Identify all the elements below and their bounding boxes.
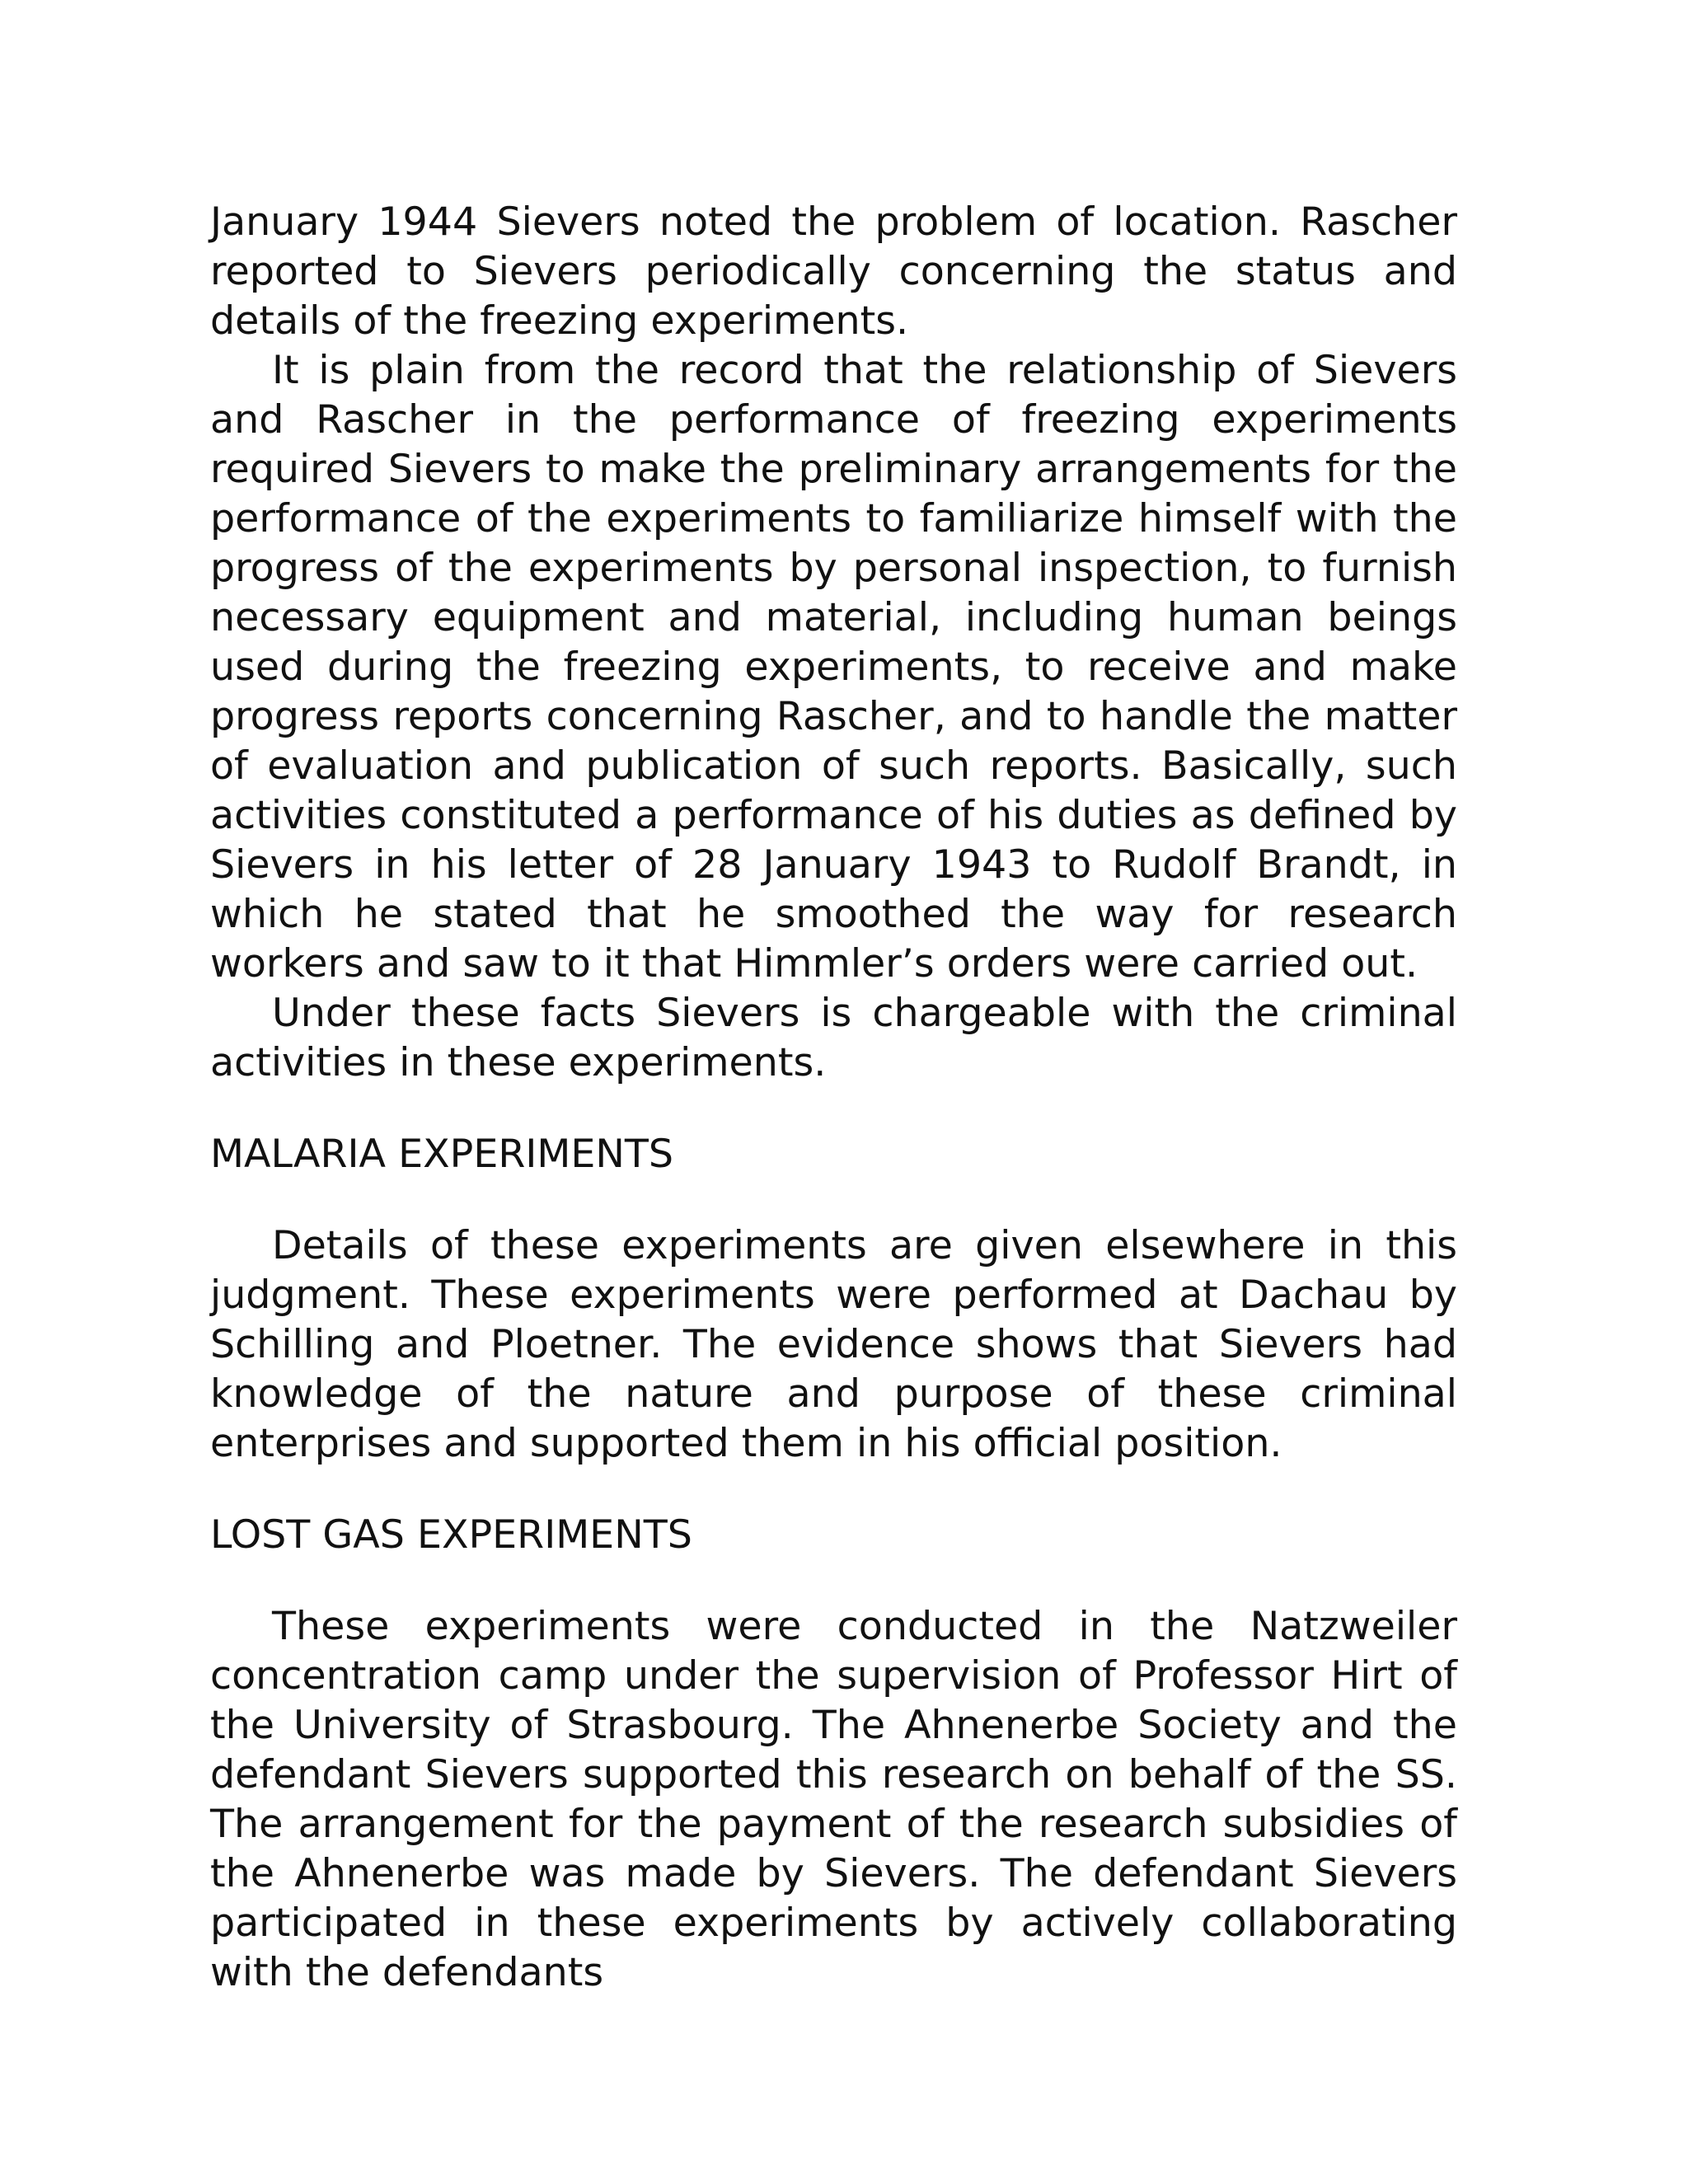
paragraph-freezing-location: January 1944 Sievers noted the problem of location. Rascher reported to Sievers periodically concerning the status and details of the freezing experiments. [210,199,1457,344]
paragraph-malaria-details: Details of these experiments are given elsewhere in this judgment. These experiments were performed at Dachau by Schilling and Ploetner. The evidence shows that Sievers had knowledge of the nature and purpose of these criminal enterprises and supported them in his official position. [210,1223,1457,1466]
paragraph-chargeable: Under these facts Sievers is chargeable with the criminal activities in these experiments. [210,991,1457,1085]
heading-lost-gas-experiments: LOST GAS EXPERIMENTS [210,1512,692,1558]
paragraph-sievers-rascher-relationship: It is plain from the record that the relationship of Sievers and Rascher in the performance of freezing experiments required Sievers to make the preliminary arrangements for the performance of the experiments to familiarize himself with the progress of the experiments by personal inspection, to furnish necessary equipment and material, including human beings used during the freezing experiments, to receive and make progress reports concerning Rascher, and to handle the matter of evaluation and publication of such reports. Basically, such activities constituted a performance of his duties as defined by Sievers in his letter of 28 January 1943 to Rudolf Brandt, in which he stated that he smoothed the way for research workers and saw to it that Himmler’s orders were carried out. [210,348,1457,987]
heading-malaria-experiments: MALARIA EXPERIMENTS [210,1132,674,1177]
paragraph-lost-gas-details: These experiments were conducted in the Natzweiler concentration camp under the supervision of Professor Hirt of the University of Strasbourg. The Ahnenerbe Society and the defendant Sievers supported this research on behalf of the SS. The arrangement for the payment of the research subsidies of the Ahnenerbe was made by Sievers. The defendant Sievers participated in these experiments by actively collaborating with the defendants [210,1604,1457,1995]
document-page [210,198,1457,1998]
